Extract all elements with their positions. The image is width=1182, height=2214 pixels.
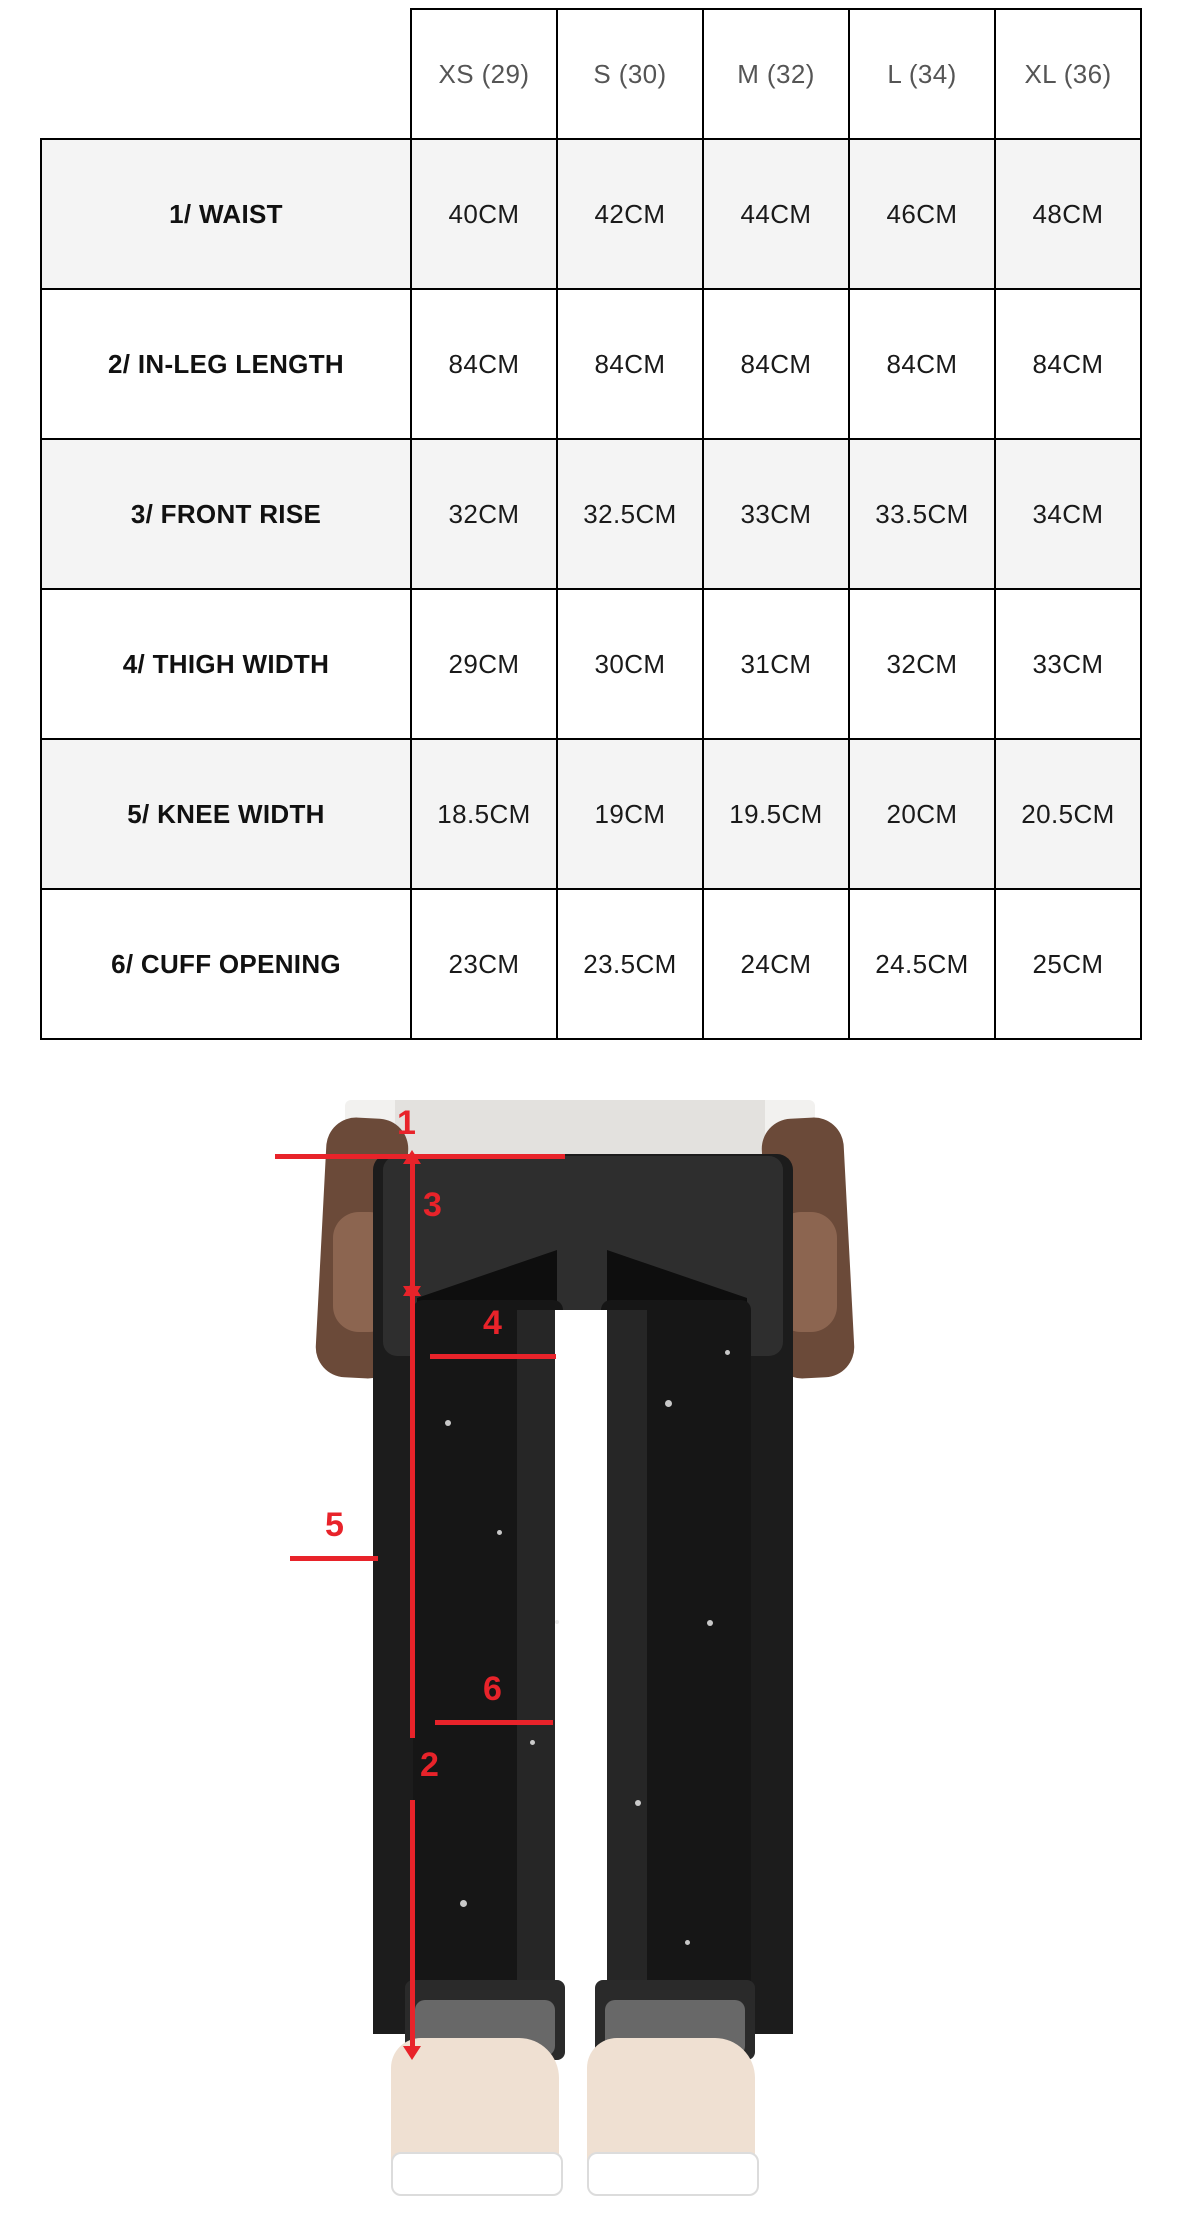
cell-cuff-m: 24CM [703,889,849,1039]
paint-speck [555,1620,559,1624]
measure-line-front-rise [410,1162,415,1288]
cell-waist-l: 46CM [849,139,995,289]
measure-line-cuff [435,1720,553,1725]
row-label-front-rise: 3/ FRONT RISE [41,439,411,589]
table-row [41,139,1141,289]
paint-speck [725,1350,730,1355]
measure-label-1: 1 [397,1104,416,1142]
cell-cuff-xs: 23CM [411,889,557,1039]
column-header-l: L (34) [849,9,995,139]
measurement-diagram [0,1100,1182,2214]
column-header-s: S (30) [557,9,703,139]
cell-waist-xs: 40CM [411,139,557,289]
measure-label-5: 5 [325,1506,344,1544]
header-row [41,9,1141,139]
cell-inleg-xs: 84CM [411,289,557,439]
paint-speck [497,1530,502,1535]
cell-knee-m: 19.5CM [703,739,849,889]
cell-cuff-xl: 25CM [995,889,1141,1039]
column-header-xs: XS (29) [411,9,557,139]
cell-inleg-s: 84CM [557,289,703,439]
paint-speck [665,1400,672,1407]
measure-line-knee [290,1556,378,1561]
cell-frontrise-m: 33CM [703,439,849,589]
cell-knee-xl: 20.5CM [995,739,1141,889]
paint-speck [635,1800,641,1806]
cell-thigh-m: 31CM [703,589,849,739]
jeans-leg-gap [555,1310,607,2034]
cell-knee-l: 20CM [849,739,995,889]
cell-frontrise-l: 33.5CM [849,439,995,589]
cell-waist-m: 44CM [703,139,849,289]
cell-cuff-s: 23.5CM [557,889,703,1039]
paint-speck [707,1620,713,1626]
measure-label-2: 2 [420,1746,439,1784]
shoe-sole-left [391,2152,563,2196]
cell-inleg-l: 84CM [849,289,995,439]
jeans-leg-left-shading [517,1310,557,2050]
cell-frontrise-xs: 32CM [411,439,557,589]
row-label-in-leg-length: 2/ IN-LEG LENGTH [41,289,411,439]
row-label-cuff-opening: 6/ CUFF OPENING [41,889,411,1039]
paint-speck [460,1900,467,1907]
cell-thigh-xl: 33CM [995,589,1141,739]
measure-arrow-in-leg-bottom [403,2046,421,2060]
cell-frontrise-s: 32.5CM [557,439,703,589]
cell-thigh-xs: 29CM [411,589,557,739]
jeans-leg-right-shading [607,1310,647,2050]
model-photo [255,1100,927,2214]
shoe-sole-right [587,2152,759,2196]
measure-line-in-leg-upper [410,1292,415,1738]
table-row [41,289,1141,439]
cell-inleg-xl: 84CM [995,289,1141,439]
cell-inleg-m: 84CM [703,289,849,439]
row-label-thigh-width: 4/ THIGH WIDTH [41,589,411,739]
column-header-m: M (32) [703,9,849,139]
measure-label-4: 4 [483,1304,502,1342]
cell-cuff-l: 24.5CM [849,889,995,1039]
size-chart-body [41,139,1141,1039]
cell-waist-xl: 48CM [995,139,1141,289]
measure-label-6: 6 [483,1670,502,1708]
table-row [41,889,1141,1039]
paint-speck [530,1740,535,1745]
cell-knee-s: 19CM [557,739,703,889]
table-row [41,439,1141,589]
measure-label-3: 3 [423,1186,442,1224]
measure-line-thigh [430,1354,556,1359]
paint-speck [685,1940,690,1945]
cell-knee-xs: 18.5CM [411,739,557,889]
measure-arrow-front-rise-top [403,1150,421,1164]
paint-speck [445,1420,451,1426]
cell-frontrise-xl: 34CM [995,439,1141,589]
cell-thigh-s: 30CM [557,589,703,739]
size-chart-container [40,8,1140,1040]
cell-thigh-l: 32CM [849,589,995,739]
row-label-waist: 1/ WAIST [41,139,411,289]
measure-line-in-leg-lower [410,1800,415,2050]
table-row [41,739,1141,889]
measure-arrow-in-leg-top [403,1282,421,1296]
size-chart-head [41,9,1141,139]
table-row [41,589,1141,739]
column-header-xl: XL (36) [995,9,1141,139]
corner-cell [41,9,411,139]
cell-waist-s: 42CM [557,139,703,289]
size-chart-table [40,8,1142,1040]
row-label-knee-width: 5/ KNEE WIDTH [41,739,411,889]
